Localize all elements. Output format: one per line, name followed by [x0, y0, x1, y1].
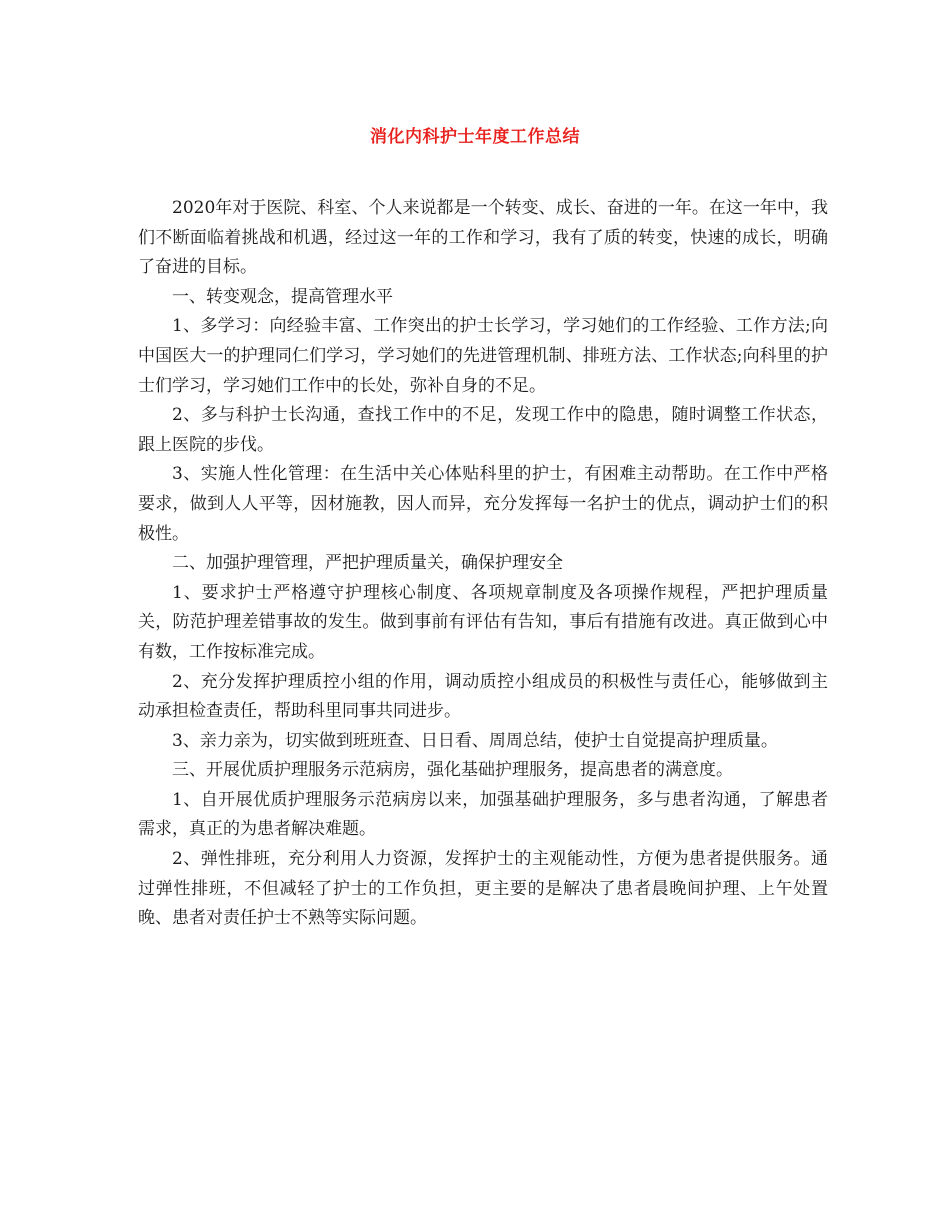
- heading-section-3: 三、开展优质护理服务示范病房，强化基础护理服务，提高患者的满意度。: [172, 760, 733, 781]
- paragraph-2-1: 1、要求护士严格遵守护理核心制度、各项规章制度及各项操作规程，严把护理质量关，防范护理差错事故的发生。做到事前有评估有告知，事后有措施有改进。真正做到心中有数，工作按标准完成。: [138, 582, 828, 662]
- paragraph-3-2: 2、弹性排班，充分利用人力资源，发挥护士的主观能动性，方便为患者提供服务。通过弹性排班，不但减轻了护士的工作负担，更主要的是解决了患者晨晚间护理、上午处置晚、患者对责任护士不熟等实际问题。: [138, 849, 828, 929]
- paragraph-1-3: 3、实施人性化管理：在生活中关心体贴科里的护士，有困难主动帮助。在工作中严格要求，做到人人平等，因材施教，因人而异，充分发挥每一名护士的优点，调动护士们的积极性。: [138, 464, 828, 544]
- heading-section-2: 二、加强护理管理，严把护理质量关，确保护理安全: [172, 553, 563, 574]
- paragraph-2-3: 3、亲力亲为，切实做到班班查、日日看、周周总结，使护士自觉提高护理质量。: [172, 730, 778, 751]
- paragraph-intro: 2020年对于医院、科室、个人来说都是一个转变、成长、奋进的一年。在这一年中，我们不断面临着挑战和机遇，经过这一年的工作和学习，我有了质的转变，快速的成长，明确了奋进的目标。: [138, 198, 828, 278]
- paragraph-2-2: 2、充分发挥护理质控小组的作用，调动质控小组成员的积极性与责任心，能够做到主动承担检查责任，帮助科里同事共同进步。: [138, 671, 828, 722]
- paragraph-1-2: 2、多与科护士长沟通，查找工作中的不足，发现工作中的隐患，随时调整工作状态，跟上医院的步伐。: [138, 405, 828, 455]
- paragraph-1-1: 1、多学习：向经验丰富、工作突出的护士长学习，学习她们的工作经验、工作方法;向中国医大一的护理同仁们学习，学习她们的先进管理机制、排班方法、工作状态;向科里的护士们学习，学习她们工作中的长处，弥补自身的不足。: [138, 316, 828, 396]
- paragraph-3-1: 1、自开展优质护理服务示范病房以来，加强基础护理服务，多与患者沟通，了解患者需求，真正的为患者解决难题。: [138, 789, 828, 840]
- document-title: 消化内科护士年度工作总结: [370, 127, 580, 147]
- heading-section-1: 一、转变观念，提高管理水平: [172, 286, 393, 307]
- document-body: [138, 194, 828, 934]
